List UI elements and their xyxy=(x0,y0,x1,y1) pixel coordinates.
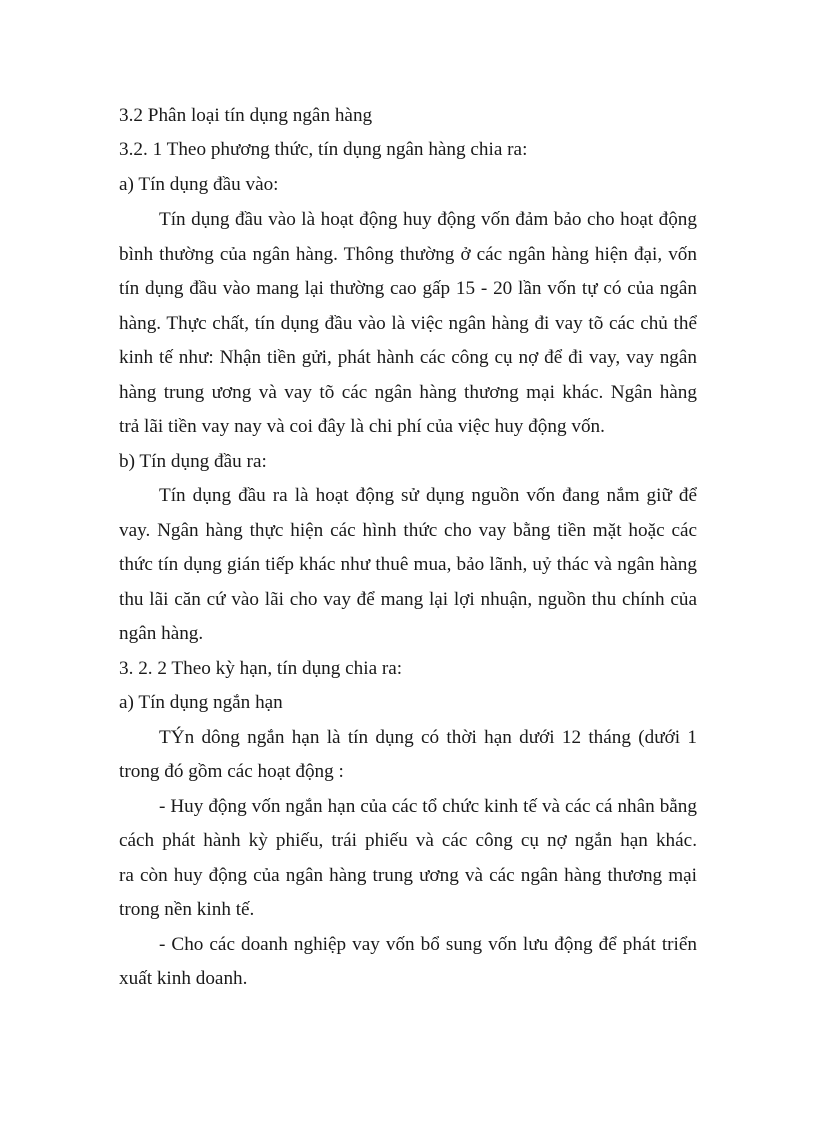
paragraph-line: bình thường của ngân hàng. Thông thường ở các ngân hàng hiện đại, vốn xyxy=(119,244,697,265)
subheading-short-term-credit: a) Tín dụng ngắn hạn xyxy=(119,692,283,713)
paragraph-line: thu lãi căn cứ vào lãi cho vay để mang lại lợi nhuận, nguồn thu chính của xyxy=(119,589,697,610)
paragraph-line: hàng trung ương và vay tõ các ngân hàng thương mại khác. Ngân hàng xyxy=(119,382,697,403)
bullet-line: cách phát hành kỳ phiếu, trái phiếu và các công cụ nợ ngắn hạn khác. xyxy=(119,830,697,851)
paragraph-line: thức tín dụng gián tiếp khác như thuê mua, bảo lãnh, uỷ thác và ngân hàng xyxy=(119,554,697,575)
paragraph-line: vay. Ngân hàng thực hiện các hình thức cho vay bằng tiền mặt hoặc các xyxy=(119,520,697,541)
heading-3-2-2: 3. 2. 2 Theo kỳ hạn, tín dụng chia ra: xyxy=(119,658,403,679)
bullet-line: trong nền kinh tế. xyxy=(119,899,255,920)
paragraph-line: kinh tế như: Nhận tiền gửi, phát hành các công cụ nợ để đi vay, vay ngân xyxy=(119,347,697,368)
bullet-line: ra còn huy động của ngân hàng trung ương và các ngân hàng thương mại xyxy=(119,865,697,886)
paragraph-line: TÝn dông ngắn hạn là tín dụng có thời hạn dưới 12 tháng (dưới 1 xyxy=(159,727,697,748)
paragraph-line: trả lãi tiền vay nay và coi đây là chi phí của việc huy động vốn. xyxy=(119,416,605,437)
paragraph-line: tín dụng đầu vào mang lại thường cao gấp 15 - 20 lần vốn tự có của ngân xyxy=(119,278,697,299)
heading-3-2: 3.2 Phân loại tín dụng ngân hàng xyxy=(119,105,373,126)
paragraph-line: hàng. Thực chất, tín dụng đầu vào là việc ngân hàng đi vay tõ các chủ thể xyxy=(119,313,697,334)
bullet-line: xuất kinh doanh. xyxy=(119,968,248,989)
paragraph-line: Tín dụng đầu ra là hoạt động sử dụng nguồn vốn đang nắm giữ để xyxy=(159,485,697,506)
paragraph-line: ngân hàng. xyxy=(119,623,204,644)
subheading-output-credit: b) Tín dụng đầu ra: xyxy=(119,451,267,472)
bullet-line: - Huy động vốn ngắn hạn của các tổ chức kinh tế và các cá nhân bằng xyxy=(159,796,697,817)
paragraph-line: trong đó gồm các hoạt động : xyxy=(119,761,344,782)
bullet-line: - Cho các doanh nghiệp vay vốn bổ sung vốn lưu động để phát triển xyxy=(159,934,697,955)
heading-3-2-1: 3.2. 1 Theo phương thức, tín dụng ngân hàng chia ra: xyxy=(119,139,528,160)
subheading-input-credit: a) Tín dụng đầu vào: xyxy=(119,174,279,195)
paragraph-line: Tín dụng đầu vào là hoạt động huy động vốn đảm bảo cho hoạt động xyxy=(159,209,697,230)
